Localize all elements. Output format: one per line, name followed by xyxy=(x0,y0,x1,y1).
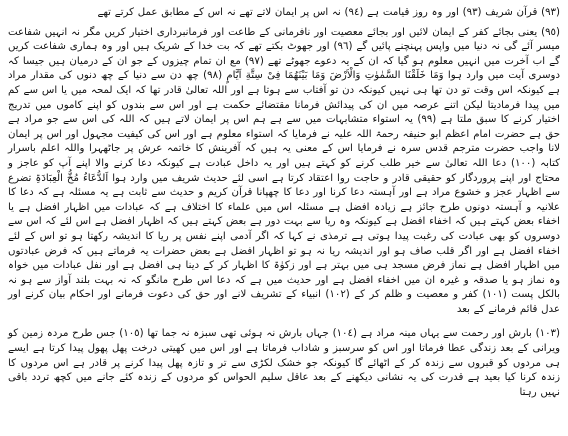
commentary-notes-95-102: (٩٥) یعنی بجائے کفر کے ایمان لائیں اور بجائے معصیت اور نافرمانی کے طاعت اور فرمانبرداری اختیار کریں مگر نہ انہیں شفاعت میسر آئے گی نہ دنیا میں واپس پہنچنے پائیں گے (٩٦) اور جھوٹ بکتے تھے کہ بت خدا کے شریک ہیں اور وہ ہماری شفاعت کریں گے اب آخرت میں انہیں معلوم ہو گیا کہ ان کے یہ دعوے جھوٹے تھے (٩٧) مع ان تمام چیزوں کے جو ان کے درمیان ہیں جیسا کہ دوسری آیت میں وارد ہوا وَمَا خَلَقْنَا السَّمٰوٰتِ وَالْاَرْضَ وَمَا بَیْنَهُمَا فِیْ سِتَّةِ اَیَّامٍ (٩٨) چھ دن سے دنیا کے چھ دنوں کی مقدار مراد ہے کیونکہ اس وقت تو دن تھا ہی نہیں کیونکہ دن تو آفتاب سے ہوتا ہے اور اللہ تعالیٰ قادر تھا کہ ایک لمحہ میں یا اس سے کم میں پیدا فرمادیتا لیکن اتنے عرصہ میں ان کی پیدائش فرمانا مقتضائے حکمت ہے اور اس سے بندوں کو اپنے کاموں میں تدریج اختیار کرنے کا سبق ملتا ہے (٩٩) یہ استواء متشابہات میں سے ہے ہم اس پر ایمان لاتے ہیں کہ اللہ کی اس سے جو مراد ہے حق ہے حضرت امام اعظم ابو حنیفہ رحمۃ اللہ علیہ نے فرمایا کہ استواء معلوم ہے اور اس کی کیفیت مجہول اور اس پر ایمان لانا واجب حضرت مترجم قدس سرہ نے فرمایا اس کے معنی یہ ہیں کہ آفرینش کا خاتمہ عرش پر جاٹھہرا واللہ اعلم باسرار کتابہ (١٠٠) دعا اللہ تعالیٰ سے خیر طلب کرنے کو کہتے ہیں اور یہ داخل عبادت ہے کیونکہ دعا کرنے والا اپنے آپ کو عاجز و محتاج اور اپنے پروردگار کو حقیقی قادر و حاجت روا اعتقاد کرتا ہے اسی لئے حدیث شریف میں وارد ہوا اَلدُّعَاءُ مُخُّ الْعِبَادَۃِ تضرع سے اظہار عجز و خشوع مراد ہے اور آہستہ دعا کرنا اور دعا کا چھپانا قرآن کریم و حدیث سے ثابت ہے یہ مسئلہ ہے کہ دعا کا علانیہ و آہستہ دونوں طرح جائز ہے زیادہ افضل ہے مسئلہ اس میں علماء کا اختلاف ہے کہ عبادات میں اظہار افضل ہے یا اخفاء بعض کہتے ہیں کہ اخفاء افضل ہے کیونکہ وہ ریا سے بہت دور ہے بعض کہتے ہیں کہ اظہار افضل ہے اس لئے کہ اس سے دوسروں کو بھی عبادت کی رغبت پیدا ہوتی ہے ترمذی نے کہا کہ اگر آدمی اپنے نفس پر ریا کا اندیشہ رکھتا ہو تو اس کے لئے اخفاء افضل ہے اور اگر قلب صاف ہو اور اندیشہ ریا نہ ہو تو اظہار افضل ہے بعض حضرات یہ فرماتے ہیں کہ فرض عبادتوں میں اظہار افضل ہے نماز فرض مسجد ہی میں بہتر ہے اور زکوٰۃ کا اظہار کر کے دینا ہی افضل ہے اور نفل عبادات میں خواہ وہ نماز ہو یا صدقہ و غیرہ ان میں اخفاء افضل ہے اور حدیث میں ہے کہ دعا اس طرح مانگو کہ نہ بہت بلند آواز سے ہو نہ بالکل پست (١٠١) کفر و معصیت و ظلم کر کے (١٠٢) انبیاء کے تشریف لانے اور حق کی دعوت فرمانے اور احکام بیان کرنے اور عدل قائم فرمانے کے بعد xyxy=(8,26,560,315)
commentary-notes-93-94: (٩٣) قرآن شریف (٩٣) اور وہ روز قیامت ہے (٩٤) نہ اس پر ایمان لاتے تھے نہ اس کے مطابق عمل کرتے تھے xyxy=(97,7,560,18)
commentary-notes-103-105: (١٠٣) بارش اور رحمت سے یہاں مینہ مراد ہے (١٠٤) جہاں بارش نہ ہوئی تھی سبزہ نہ جما تھا (١٠٥) جس طرح مردہ زمین کو ویرانی کے بعد زندگی عطا فرماتا اور اس کو سرسبز و شاداب فرماتا ہے اور اس میں کھیتی درخت پھل پھول پیدا کرتا ہے ایسے ہی مردوں کو قبروں سے زندہ کر کے اٹھائے گا کیونکہ جو خشک لکڑی سے تر و تازہ پھل پیدا کرنے پر قادر ہے اس مردوں کا زندہ کرنا کیا بعید ہے قدرت کی یہ نشانی دیکھنے کے بعد عاقل سلیم الحواس کو مردوں کے زندہ کئے جانے میں کچھ تردد باقی نہیں رہتا xyxy=(8,328,560,398)
